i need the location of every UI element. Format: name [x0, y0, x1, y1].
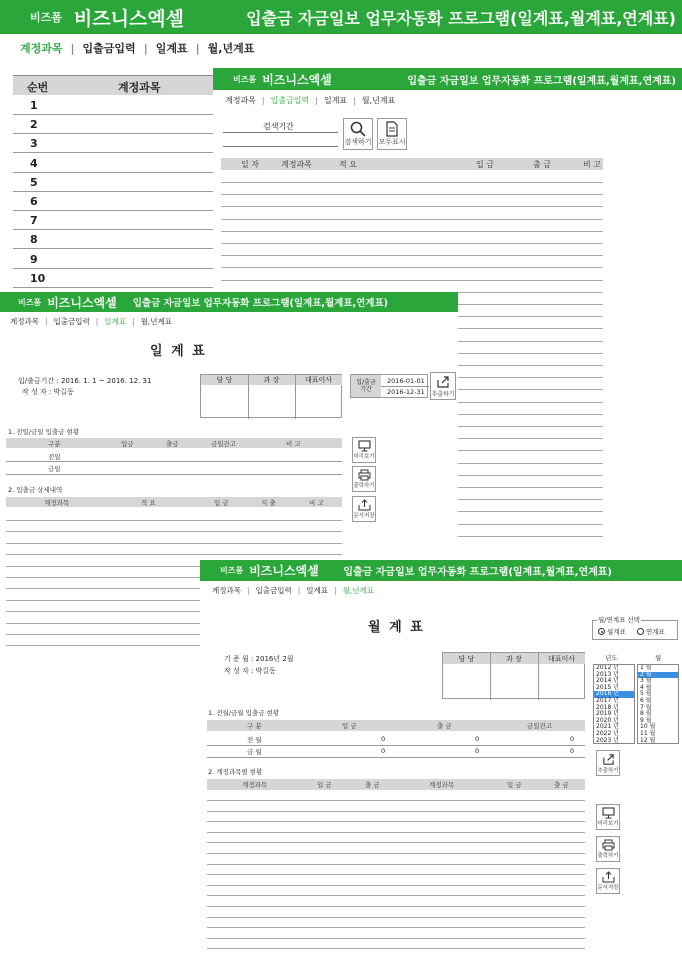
monthly-section2-title: 2. 계정과목별 현황: [208, 768, 263, 776]
list-item[interactable]: 5 월: [640, 690, 652, 698]
tab-deposit-withdraw[interactable]: 입출금입력: [255, 585, 292, 595]
list-item[interactable]: 2 월: [638, 672, 678, 679]
list-item[interactable]: 2016 년: [594, 691, 634, 698]
col-in: 입 금: [476, 159, 494, 169]
approval-box: [442, 652, 585, 699]
daily-sec1-header: [6, 438, 342, 448]
row-kind: 금 월: [247, 748, 262, 756]
list-item[interactable]: 11 월: [640, 729, 656, 737]
print-button[interactable]: [352, 466, 376, 492]
show-all-button-label: 모두표시: [378, 138, 406, 146]
radio-monthly[interactable]: [598, 628, 605, 635]
row-line: [13, 268, 213, 269]
row-line: [207, 745, 585, 746]
brand-small: 비즈폼: [18, 297, 42, 307]
tab-monthly-yearly[interactable]: 월,년계표: [207, 42, 255, 55]
preview-button[interactable]: [352, 437, 376, 463]
app-title: 입출금 자금일보 업무자동화 프로그램(일계표,월계표,연계표): [343, 567, 612, 578]
col-balance: 금일잔고: [527, 722, 553, 730]
save-document-button-label: 문서저장: [353, 513, 375, 519]
monthly-account-row[interactable]: [207, 821, 585, 822]
col-in-1: 입 금: [317, 781, 332, 789]
monthly-base-date: 기 준 월 : 2016년 2월: [224, 655, 294, 663]
col-date: 일 자: [241, 159, 259, 169]
daily-detail-row[interactable]: [6, 531, 342, 532]
list-item[interactable]: 12 월: [640, 736, 656, 744]
row-prev-day: 전일: [48, 453, 61, 461]
monthly-account-row[interactable]: [207, 864, 585, 865]
input-table-header: [221, 158, 603, 170]
period-box-label-line1: 입/출금: [356, 379, 376, 386]
col-note: 비 고: [583, 159, 601, 169]
tab-accounts[interactable]: 계정과목: [212, 585, 241, 595]
input-table-row[interactable]: [221, 267, 603, 268]
extract-button[interactable]: [430, 372, 456, 400]
tab-deposit-withdraw[interactable]: 입출금입력: [270, 95, 310, 105]
col-out: 출금: [166, 439, 179, 448]
account-row-number: 8: [30, 233, 38, 247]
monthly-account-row[interactable]: [207, 800, 585, 801]
approval-staff: 담 당: [201, 375, 248, 385]
nav-separator: |: [143, 41, 148, 55]
col-in: 입금: [121, 439, 134, 448]
period-box-divider: [381, 386, 429, 387]
account-row-number: 6: [30, 195, 38, 208]
preview-button-label: 미리보기: [597, 821, 619, 827]
nav-separator: |: [246, 585, 250, 595]
monthly-account-row[interactable]: [207, 811, 585, 812]
list-item[interactable]: 2015 년: [596, 683, 619, 691]
list-item[interactable]: 6 월: [640, 696, 652, 704]
daily-detail-row[interactable]: [6, 554, 342, 555]
tab-monthly-yearly[interactable]: 월,년계표: [342, 585, 374, 595]
report-type-group: [592, 616, 678, 640]
brand-logo: 비즈니스엑셀: [47, 295, 117, 310]
save-document-button[interactable]: [352, 496, 376, 522]
app-header: [213, 68, 682, 90]
tab-accounts[interactable]: 계정과목: [225, 95, 256, 105]
col-account-2: 계정과목: [429, 781, 455, 789]
input-table-row[interactable]: [221, 182, 603, 183]
monthly-title: 월 계 표: [368, 620, 425, 635]
search-button-label: 검색하기: [344, 138, 372, 146]
search-period-label: 검색기간: [263, 122, 294, 131]
row-in: 0: [381, 747, 386, 755]
upload-icon: [358, 499, 371, 511]
col-desc: 적 요: [141, 498, 156, 507]
monthly-account-row[interactable]: [207, 895, 585, 896]
row-line: [13, 152, 213, 153]
col-desc: 적 요: [339, 159, 357, 169]
app-header: [0, 0, 682, 34]
input-table-row[interactable]: [221, 219, 603, 220]
app-title: 입출금 자금일보 업무자동화 프로그램(일계표,월계표,연계표): [407, 75, 676, 87]
list-item[interactable]: 2020 년: [596, 716, 619, 724]
tab-daily[interactable]: 일계표: [323, 95, 348, 105]
col-account: 계정과목: [118, 81, 161, 94]
col-out: 출 금: [437, 722, 452, 730]
monthly-section1-title: 1. 전월/금월 입출금 현황: [208, 709, 280, 717]
row-line: [13, 172, 213, 173]
approval-ceo: 대표이사: [538, 653, 585, 664]
col-kind: 구분: [48, 439, 61, 448]
export-icon: [602, 753, 615, 766]
account-row-number: 7: [30, 214, 38, 228]
nav-separator: |: [297, 585, 301, 595]
col-out: 출 금: [533, 159, 551, 169]
main-nav: [0, 312, 458, 330]
account-row-number: 4: [30, 156, 38, 170]
input-table-row[interactable]: [221, 255, 603, 256]
monthly-account-row[interactable]: [207, 842, 585, 843]
row-line: [13, 248, 213, 249]
account-row-number: 3: [30, 137, 38, 151]
export-icon: [436, 375, 450, 389]
daily-title: 일 계 표: [150, 344, 207, 359]
list-item[interactable]: 2019 년: [596, 710, 619, 718]
main-nav: [0, 34, 682, 62]
list-item[interactable]: 2021 년: [596, 723, 619, 731]
brand-logo: 비즈니스엑셀: [249, 564, 319, 578]
account-row-number: 1: [30, 99, 38, 112]
nav-separator: |: [353, 95, 356, 105]
list-item[interactable]: 2023 년: [596, 736, 619, 744]
account-row-number: 5: [30, 175, 38, 189]
nav-separator: |: [195, 41, 200, 55]
radio-monthly-label: 월계표: [607, 628, 626, 636]
nav-separator: |: [334, 585, 337, 595]
monthly-account-row[interactable]: [207, 938, 585, 939]
monthly-sec1-header: [207, 720, 585, 731]
row-line: [6, 474, 342, 475]
show-all-button[interactable]: [377, 118, 407, 150]
radio-yearly-label: 연계표: [646, 628, 665, 636]
daily-section2-title: 2. 입출금 상세내역: [8, 486, 63, 494]
row-line: [13, 210, 213, 211]
nav-separator: |: [315, 95, 318, 105]
preview-button-label: 미리보기: [353, 454, 375, 460]
tab-daily[interactable]: 일계표: [306, 585, 329, 595]
col-account: 계정과목: [44, 498, 70, 507]
daily-detail-row[interactable]: [6, 543, 342, 544]
account-row-number: 2: [30, 118, 38, 132]
input-table-row[interactable]: [221, 206, 603, 207]
nav-separator: |: [44, 316, 48, 326]
input-table-row[interactable]: [221, 280, 603, 281]
approval-ceo: 대표이사: [295, 375, 342, 385]
main-nav: [213, 90, 682, 110]
extract-button-label: 추출하기: [597, 767, 619, 774]
year-label: 년도: [605, 654, 618, 662]
printer-icon: [358, 469, 371, 481]
nav-separator: |: [132, 316, 135, 326]
list-item[interactable]: 2017 년: [596, 696, 619, 704]
col-in: 입 금: [214, 498, 229, 507]
approval-divider: [538, 653, 539, 700]
preview-button[interactable]: [596, 804, 620, 830]
input-table-row[interactable]: [221, 194, 603, 195]
monthly-account-row[interactable]: [207, 853, 585, 854]
input-table-row[interactable]: [221, 243, 603, 244]
daily-detail-row[interactable]: [6, 520, 342, 521]
col-account-1: 계정과목: [242, 781, 268, 789]
save-document-button-label: 문서저장: [597, 885, 619, 891]
row-in: 0: [381, 735, 386, 743]
input-table-row[interactable]: [221, 231, 603, 232]
app-header: [200, 560, 682, 581]
tab-accounts[interactable]: 계정과목: [10, 316, 39, 326]
list-item[interactable]: 2018 년: [596, 703, 619, 711]
radio-yearly[interactable]: [637, 628, 644, 635]
nav-separator: |: [261, 95, 265, 105]
monthly-account-row[interactable]: [207, 885, 585, 886]
search-period-line: [223, 132, 338, 133]
print-button-label: 출력하기: [353, 483, 375, 489]
brand-logo: 비즈니스엑셀: [73, 7, 185, 30]
daily-sec2-header: [6, 497, 342, 507]
month-label: 월: [655, 654, 662, 662]
col-account: 계정과목: [281, 159, 312, 169]
date-from-field[interactable]: 2016-01-01: [387, 377, 425, 385]
row-line: [13, 287, 213, 288]
row-line: [13, 229, 213, 230]
month-listbox[interactable]: [637, 664, 679, 744]
row-balance: 0: [570, 747, 575, 755]
approval-staff: 담 당: [443, 653, 490, 664]
account-row-number: 10: [30, 271, 46, 285]
brand-logo: 비즈니스엑셀: [262, 72, 332, 87]
monthly-account-row[interactable]: [207, 927, 585, 928]
list-item[interactable]: 10 월: [640, 723, 656, 731]
tab-deposit-withdraw[interactable]: 입출금입력: [53, 316, 90, 326]
tab-monthly-yearly[interactable]: 월,년계표: [361, 95, 396, 105]
list-item[interactable]: 3 월: [640, 677, 652, 685]
list-item[interactable]: 1 월: [640, 664, 652, 671]
tab-monthly-yearly[interactable]: 월,년계표: [140, 316, 172, 326]
list-item[interactable]: 2012 년: [596, 664, 619, 671]
row-out: 0: [475, 747, 480, 755]
printer-icon: [602, 839, 615, 851]
col-note: 비 고: [309, 498, 324, 507]
radio-dot: [601, 631, 603, 633]
monthly-sec2-header: [207, 779, 585, 790]
period-box-label-line2: 기간: [360, 386, 372, 393]
list-item[interactable]: 4 월: [640, 683, 652, 691]
approval-divider: [248, 375, 249, 419]
row-today: 금일: [48, 465, 61, 473]
col-no: 순번: [27, 81, 49, 94]
col-in-2: 입 금: [507, 781, 522, 789]
row-line: [6, 461, 342, 462]
monthly-account-row[interactable]: [207, 832, 585, 833]
list-item[interactable]: 8 월: [640, 710, 652, 718]
col-in: 입 금: [342, 722, 357, 730]
period-box: [350, 374, 428, 398]
app-title: 입출금 자금일보 업무자동화 프로그램(일계표,월계표,연계표): [246, 8, 676, 28]
monitor-icon: [602, 807, 615, 819]
approval-manager: 과 장: [248, 375, 295, 385]
row-line: [13, 133, 213, 134]
approval-divider: [295, 375, 296, 419]
main-nav: [200, 581, 682, 599]
account-row-number: 9: [30, 252, 38, 266]
col-balance: 금일잔고: [211, 439, 237, 448]
tab-deposit-withdraw[interactable]: 입출금입력: [82, 42, 136, 55]
accounts-table-header: [13, 75, 213, 95]
save-document-button[interactable]: [596, 868, 620, 894]
print-button[interactable]: [596, 836, 620, 862]
row-line: [13, 114, 213, 115]
daily-author: 작 성 자 : 박길동: [22, 388, 74, 396]
col-out-2: 출 금: [554, 781, 569, 789]
search-period-line: [223, 146, 338, 147]
row-kind: 전 월: [247, 736, 262, 744]
year-listbox[interactable]: [593, 664, 635, 744]
search-icon: [350, 121, 366, 137]
approval-manager: 과 장: [490, 653, 538, 664]
row-line: [13, 191, 213, 192]
app-title: 입출금 자금일보 업무자동화 프로그램(일계표,월계표,연계표): [132, 298, 388, 309]
daily-period: 입/출금기간 : 2016. 1. 1 ~ 2016. 12. 31: [18, 377, 152, 385]
monthly-author: 작 성 자 : 박길동: [224, 667, 276, 675]
list-item[interactable]: 2013 년: [596, 670, 619, 678]
report-type-group-label: 월/연계표 선택: [598, 616, 640, 624]
col-out: 지 출: [261, 498, 276, 507]
brand-small: 비즈폼: [30, 11, 62, 24]
extract-button-label: 추출하기: [431, 390, 455, 398]
monthly-window: [200, 560, 682, 962]
print-button-label: 출력하기: [597, 853, 619, 859]
list-item[interactable]: 9 월: [640, 716, 652, 724]
nav-separator: |: [70, 41, 75, 55]
list-item[interactable]: 2022 년: [596, 729, 619, 737]
search-button[interactable]: [343, 118, 373, 150]
row-line: [207, 757, 585, 758]
monthly-account-row[interactable]: [207, 906, 585, 907]
daily-section1-title: 1. 전일/금일 입출금 현황: [8, 428, 80, 436]
list-item[interactable]: 7 월: [640, 703, 652, 711]
monthly-account-row[interactable]: [207, 948, 585, 949]
brand-small: 비즈폼: [220, 566, 244, 575]
approval-box: [200, 374, 342, 418]
monthly-account-row[interactable]: [207, 874, 585, 875]
tab-accounts[interactable]: 계정과목: [20, 42, 63, 55]
nav-separator: |: [95, 316, 99, 326]
app-header: [0, 292, 458, 312]
extract-button[interactable]: [596, 750, 620, 776]
approval-divider: [490, 653, 491, 700]
row-balance: 0: [570, 735, 575, 743]
monthly-account-row[interactable]: [207, 917, 585, 918]
period-box-label: [351, 375, 381, 397]
tab-daily[interactable]: 일계표: [104, 316, 127, 326]
col-note: 비 고: [286, 439, 301, 448]
list-item[interactable]: 2014 년: [596, 677, 619, 685]
row-out: 0: [475, 735, 480, 743]
date-to-field[interactable]: 2016-12-31: [387, 388, 425, 396]
brand-small: 비즈폼: [233, 74, 257, 84]
col-kind: 구 분: [247, 722, 262, 730]
monitor-icon: [358, 440, 371, 452]
col-out-1: 출 금: [365, 781, 380, 789]
tab-daily[interactable]: 일계표: [155, 42, 188, 55]
document-icon: [385, 121, 399, 137]
upload-icon: [602, 871, 615, 883]
